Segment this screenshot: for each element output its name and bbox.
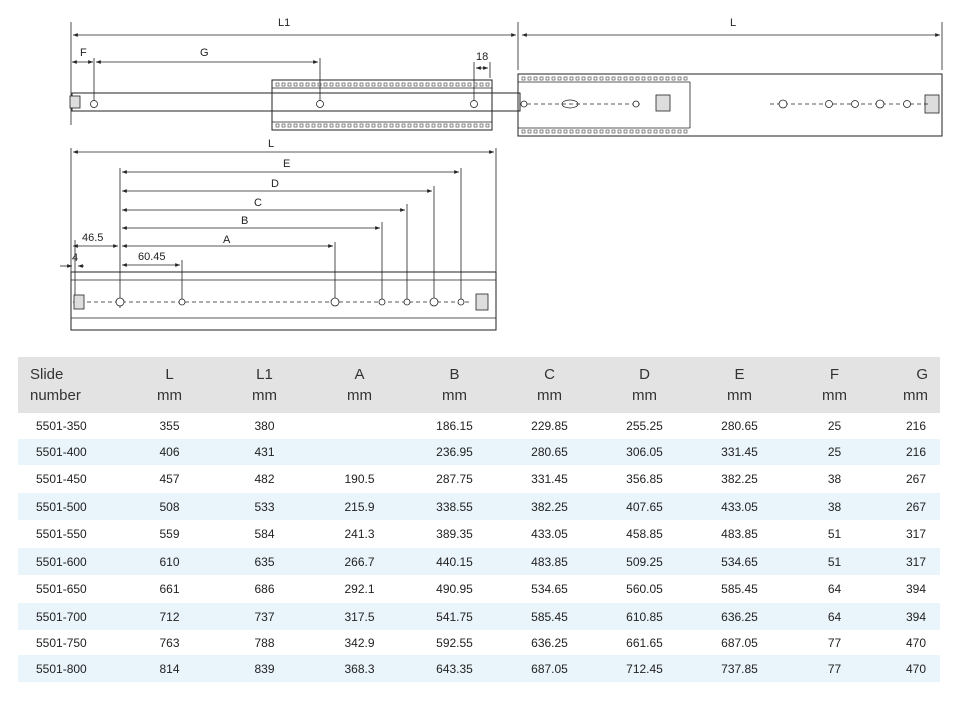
table-cell: 584: [217, 520, 312, 548]
perforation-slot: [318, 124, 321, 127]
perforation-slot: [684, 77, 687, 80]
table-cell: 534.65: [692, 548, 787, 575]
perforation-slot: [576, 77, 579, 80]
column-header-name: C: [544, 366, 555, 383]
label-18: 18: [476, 51, 489, 63]
table-cell: [312, 439, 407, 465]
table-cell: 541.75: [407, 603, 502, 630]
perforation-slot: [642, 77, 645, 80]
perforation-slot: [462, 124, 465, 127]
table-cell: 389.35: [407, 520, 502, 548]
table-cell: 215.9: [312, 493, 407, 520]
perforation-slot: [648, 77, 651, 80]
column-header: [692, 357, 787, 413]
column-header-unit: mm: [903, 387, 928, 404]
perforation-slot: [612, 77, 615, 80]
perforation-slot: [564, 130, 567, 133]
perforation-slot: [606, 130, 609, 133]
perforation-slot: [648, 130, 651, 133]
column-header-unit: mm: [537, 387, 562, 404]
column-header-name: B: [449, 366, 460, 383]
perforation-slot: [666, 130, 669, 133]
perforation-slot: [612, 130, 615, 133]
perforation-slot: [474, 124, 477, 127]
perforation-slot: [672, 77, 675, 80]
perforation-slot: [318, 83, 321, 86]
table-cell: 356.85: [597, 465, 692, 493]
label-F: F: [80, 47, 87, 59]
column-header-name: D: [639, 366, 650, 383]
perforation-slot: [570, 130, 573, 133]
table-cell: 51: [787, 520, 882, 548]
perforation-slot: [354, 83, 357, 86]
perforation-slot: [342, 83, 345, 86]
table-cell: 394: [882, 603, 940, 630]
table-cell: 610: [122, 548, 217, 575]
perforation-slot: [672, 130, 675, 133]
table-cell: 433.05: [502, 520, 597, 548]
perforation-slot: [582, 130, 585, 133]
table-body: [18, 413, 940, 682]
table-cell: 317: [882, 548, 940, 575]
perforation-slot: [300, 124, 303, 127]
perforation-slot: [594, 77, 597, 80]
table-cell: 788: [217, 630, 312, 655]
perforation-slot: [486, 83, 489, 86]
perforation-slot: [654, 130, 657, 133]
perforation-slot: [354, 124, 357, 127]
table-cell: 534.65: [502, 575, 597, 603]
table-cell: 508: [122, 493, 217, 520]
label-46-5: 46.5: [82, 232, 104, 244]
table-cell: 610.85: [597, 603, 692, 630]
perforation-slot: [294, 124, 297, 127]
table-cell: 470: [882, 630, 940, 655]
perforation-slot: [282, 83, 285, 86]
table-cell: 186.15: [407, 413, 502, 439]
perforation-slot: [414, 124, 417, 127]
perforation-slot: [288, 124, 291, 127]
perforation-slot: [456, 83, 459, 86]
table-cell: 482: [217, 465, 312, 493]
table-cell: 457: [122, 465, 217, 493]
perforation-slot: [330, 124, 333, 127]
perforation-slot: [306, 83, 309, 86]
perforation-slot: [564, 77, 567, 80]
column-header-name: E: [734, 366, 745, 383]
label-E: E: [283, 158, 291, 170]
table-cell: 280.65: [692, 413, 787, 439]
perforation-slot: [336, 83, 339, 86]
table-cell: 643.35: [407, 655, 502, 682]
label-60-45: 60.45: [138, 251, 166, 263]
perforation-slot: [678, 77, 681, 80]
perforation-slot: [420, 83, 423, 86]
label-L1: L1: [278, 17, 291, 29]
table-cell: 5501-350: [18, 413, 122, 439]
perforation-slot: [624, 130, 627, 133]
perforation-slot: [558, 130, 561, 133]
perforation-slot: [432, 83, 435, 86]
perforation-slot: [600, 77, 603, 80]
table-cell: 266.7: [312, 548, 407, 575]
table-cell: 636.25: [502, 630, 597, 655]
table-cell: 25: [787, 439, 882, 465]
perforation-slot: [450, 124, 453, 127]
label-B: B: [241, 215, 249, 227]
table-cell: 77: [787, 630, 882, 655]
perforation-slot: [558, 77, 561, 80]
column-header-unit: mm: [157, 387, 182, 404]
perforation-slot: [378, 124, 381, 127]
perforation-slot: [456, 124, 459, 127]
table-cell: 190.5: [312, 465, 407, 493]
perforation-slot: [570, 77, 573, 80]
perforation-slot: [438, 124, 441, 127]
table-cell: 38: [787, 493, 882, 520]
perforation-slot: [480, 83, 483, 86]
column-header-name: Slide: [30, 366, 64, 383]
slide-spec-table: [18, 357, 940, 682]
perforation-slot: [636, 77, 639, 80]
column-header-unit: number: [30, 387, 81, 404]
perforation-slot: [330, 83, 333, 86]
table-cell: 712: [122, 603, 217, 630]
perforation-slot: [522, 77, 525, 80]
perforation-slot: [636, 130, 639, 133]
table-cell: 661: [122, 575, 217, 603]
slide-dimension-diagram: [0, 0, 955, 345]
table-cell: 661.65: [597, 630, 692, 655]
table-cell: 490.95: [407, 575, 502, 603]
column-header: [217, 357, 312, 413]
table-row: [18, 520, 940, 548]
table-row: [18, 413, 940, 439]
table-cell: 317: [882, 520, 940, 548]
table-cell: 814: [122, 655, 217, 682]
column-header-name: A: [354, 366, 365, 383]
table-cell: 241.3: [312, 520, 407, 548]
table-cell: 737: [217, 603, 312, 630]
table-cell: 712.45: [597, 655, 692, 682]
perforation-slot: [660, 77, 663, 80]
table-cell: 585.45: [692, 575, 787, 603]
table-cell: 51: [787, 548, 882, 575]
table-cell: 331.45: [692, 439, 787, 465]
perforation-slot: [360, 124, 363, 127]
table-cell: 636.25: [692, 603, 787, 630]
perforation-slot: [384, 83, 387, 86]
perforation-slot: [618, 77, 621, 80]
table-cell: 560.05: [597, 575, 692, 603]
table-row: [18, 575, 940, 603]
perforation-slot: [426, 124, 429, 127]
table-cell: 216: [882, 439, 940, 465]
table-cell: 592.55: [407, 630, 502, 655]
label-C: C: [254, 197, 262, 209]
perforation-slot: [294, 83, 297, 86]
perforation-slot: [540, 130, 543, 133]
perforation-slot: [594, 130, 597, 133]
table-row: [18, 493, 940, 520]
table-cell: 342.9: [312, 630, 407, 655]
perforation-slot: [444, 83, 447, 86]
table-cell: 280.65: [502, 439, 597, 465]
perforation-slot: [450, 83, 453, 86]
perforation-slot: [474, 83, 477, 86]
table-cell: 64: [787, 575, 882, 603]
perforation-slot: [444, 124, 447, 127]
table-cell: 5501-800: [18, 655, 122, 682]
perforation-slot: [390, 83, 393, 86]
perforation-slot: [372, 83, 375, 86]
perforation-slot: [624, 77, 627, 80]
perforation-slot: [342, 124, 345, 127]
table-row: [18, 465, 940, 493]
table-cell: 470: [882, 655, 940, 682]
table-row: [18, 655, 940, 682]
perforation-slot: [402, 124, 405, 127]
table-cell: 686: [217, 575, 312, 603]
table-cell: 763: [122, 630, 217, 655]
table-cell: 431: [217, 439, 312, 465]
perforation-slot: [348, 124, 351, 127]
table-cell: 394: [882, 575, 940, 603]
perforation-slot: [420, 124, 423, 127]
perforation-slot: [588, 130, 591, 133]
table-cell: 355: [122, 413, 217, 439]
table-cell: 5501-550: [18, 520, 122, 548]
perforation-slot: [300, 83, 303, 86]
perforation-slot: [630, 77, 633, 80]
table-cell: 483.85: [502, 548, 597, 575]
perforation-slot: [408, 83, 411, 86]
perforation-slot: [360, 83, 363, 86]
perforation-slot: [546, 130, 549, 133]
table-cell: 77: [787, 655, 882, 682]
table-cell: 458.85: [597, 520, 692, 548]
perforation-slot: [384, 124, 387, 127]
perforation-slot: [372, 124, 375, 127]
column-header: [18, 357, 122, 413]
perforation-slot: [684, 130, 687, 133]
table-cell: 292.1: [312, 575, 407, 603]
perforation-slot: [396, 124, 399, 127]
table-cell: 5501-400: [18, 439, 122, 465]
column-header: [312, 357, 407, 413]
column-header-unit: mm: [347, 387, 372, 404]
perforation-slot: [426, 83, 429, 86]
label-L-bottom: L: [268, 138, 275, 150]
perforation-slot: [468, 124, 471, 127]
column-header: [407, 357, 502, 413]
table-cell: 687.05: [692, 630, 787, 655]
table-cell: 38: [787, 465, 882, 493]
perforation-slot: [468, 83, 471, 86]
table-cell: 64: [787, 603, 882, 630]
perforation-slot: [402, 83, 405, 86]
column-header-unit: mm: [442, 387, 467, 404]
table-cell: 635: [217, 548, 312, 575]
table-row: [18, 548, 940, 575]
perforation-slot: [540, 77, 543, 80]
perforation-slot: [282, 124, 285, 127]
perforation-slot: [534, 77, 537, 80]
perforation-slot: [534, 130, 537, 133]
perforation-slot: [366, 83, 369, 86]
table-cell: 25: [787, 413, 882, 439]
perforation-slot: [642, 130, 645, 133]
perforation-slot: [378, 83, 381, 86]
perforation-slot: [600, 130, 603, 133]
table-cell: 368.3: [312, 655, 407, 682]
column-header: [122, 357, 217, 413]
perforation-slot: [348, 83, 351, 86]
perforation-slot: [336, 124, 339, 127]
perforation-slot: [618, 130, 621, 133]
table-cell: 382.25: [692, 465, 787, 493]
label-4: 4: [72, 252, 79, 264]
column-header-unit: mm: [632, 387, 657, 404]
table-cell: 509.25: [597, 548, 692, 575]
table-row: [18, 439, 940, 465]
perforations: [276, 77, 687, 133]
table-cell: 687.05: [502, 655, 597, 682]
perforation-slot: [312, 83, 315, 86]
label-G: G: [200, 47, 209, 59]
column-header-name: F: [829, 366, 840, 383]
perforation-slot: [324, 124, 327, 127]
perforation-slot: [408, 124, 411, 127]
perforation-slot: [276, 124, 279, 127]
perforation-slot: [552, 77, 555, 80]
perforation-slot: [630, 130, 633, 133]
table-cell: 267: [882, 465, 940, 493]
table-cell: 306.05: [597, 439, 692, 465]
column-header-unit: mm: [822, 387, 847, 404]
table-cell: 585.45: [502, 603, 597, 630]
perforation-slot: [438, 83, 441, 86]
table-cell: 533: [217, 493, 312, 520]
perforation-slot: [366, 124, 369, 127]
column-header-unit: mm: [252, 387, 277, 404]
perforation-slot: [552, 130, 555, 133]
perforation-slot: [312, 124, 315, 127]
perforation-slot: [288, 83, 291, 86]
table-cell: 407.65: [597, 493, 692, 520]
table-cell: 267: [882, 493, 940, 520]
table-cell: 236.95: [407, 439, 502, 465]
table-cell: 737.85: [692, 655, 787, 682]
table-cell: 287.75: [407, 465, 502, 493]
perforation-slot: [660, 130, 663, 133]
label-L-top: L: [730, 17, 737, 29]
perforation-slot: [462, 83, 465, 86]
table-header-row: [18, 357, 940, 413]
table-cell: 5501-700: [18, 603, 122, 630]
perforation-slot: [414, 83, 417, 86]
column-header: [882, 357, 940, 413]
table-cell: 5501-650: [18, 575, 122, 603]
perforation-slot: [276, 83, 279, 86]
perforation-slot: [324, 83, 327, 86]
perforation-slot: [654, 77, 657, 80]
perforation-slot: [522, 130, 525, 133]
perforation-slot: [528, 130, 531, 133]
table-cell: 382.25: [502, 493, 597, 520]
perforation-slot: [588, 77, 591, 80]
perforation-slot: [582, 77, 585, 80]
table-cell: 216: [882, 413, 940, 439]
perforation-slot: [678, 130, 681, 133]
table-cell: 5501-500: [18, 493, 122, 520]
table-cell: 559: [122, 520, 217, 548]
column-header-name: L: [165, 366, 174, 383]
perforation-slot: [480, 124, 483, 127]
perforation-slot: [432, 124, 435, 127]
column-header: [787, 357, 882, 413]
label-A: A: [223, 234, 231, 246]
table-row: [18, 603, 940, 630]
perforation-slot: [606, 77, 609, 80]
perforation-slot: [306, 124, 309, 127]
table-cell: 338.55: [407, 493, 502, 520]
column-header: [502, 357, 597, 413]
table-cell: 433.05: [692, 493, 787, 520]
table-cell: 483.85: [692, 520, 787, 548]
table-cell: 5501-450: [18, 465, 122, 493]
table-cell: 317.5: [312, 603, 407, 630]
table-cell: 229.85: [502, 413, 597, 439]
table-cell: 5501-600: [18, 548, 122, 575]
perforation-slot: [666, 77, 669, 80]
perforation-slot: [390, 124, 393, 127]
perforation-slot: [576, 130, 579, 133]
table-cell: 380: [217, 413, 312, 439]
table-cell: 440.15: [407, 548, 502, 575]
table-cell: [312, 413, 407, 439]
column-header: [597, 357, 692, 413]
perforation-slot: [546, 77, 549, 80]
table-cell: 5501-750: [18, 630, 122, 655]
table-cell: 406: [122, 439, 217, 465]
column-header-name: L1: [256, 366, 273, 383]
table-cell: 331.45: [502, 465, 597, 493]
table-cell: 255.25: [597, 413, 692, 439]
column-header-name: G: [916, 366, 928, 383]
perforation-slot: [396, 83, 399, 86]
column-header-unit: mm: [727, 387, 752, 404]
extended-slide-view: [70, 22, 942, 136]
perforation-slot: [486, 124, 489, 127]
label-D: D: [271, 178, 279, 190]
perforation-slot: [528, 77, 531, 80]
table-row: [18, 630, 940, 655]
table-cell: 839: [217, 655, 312, 682]
